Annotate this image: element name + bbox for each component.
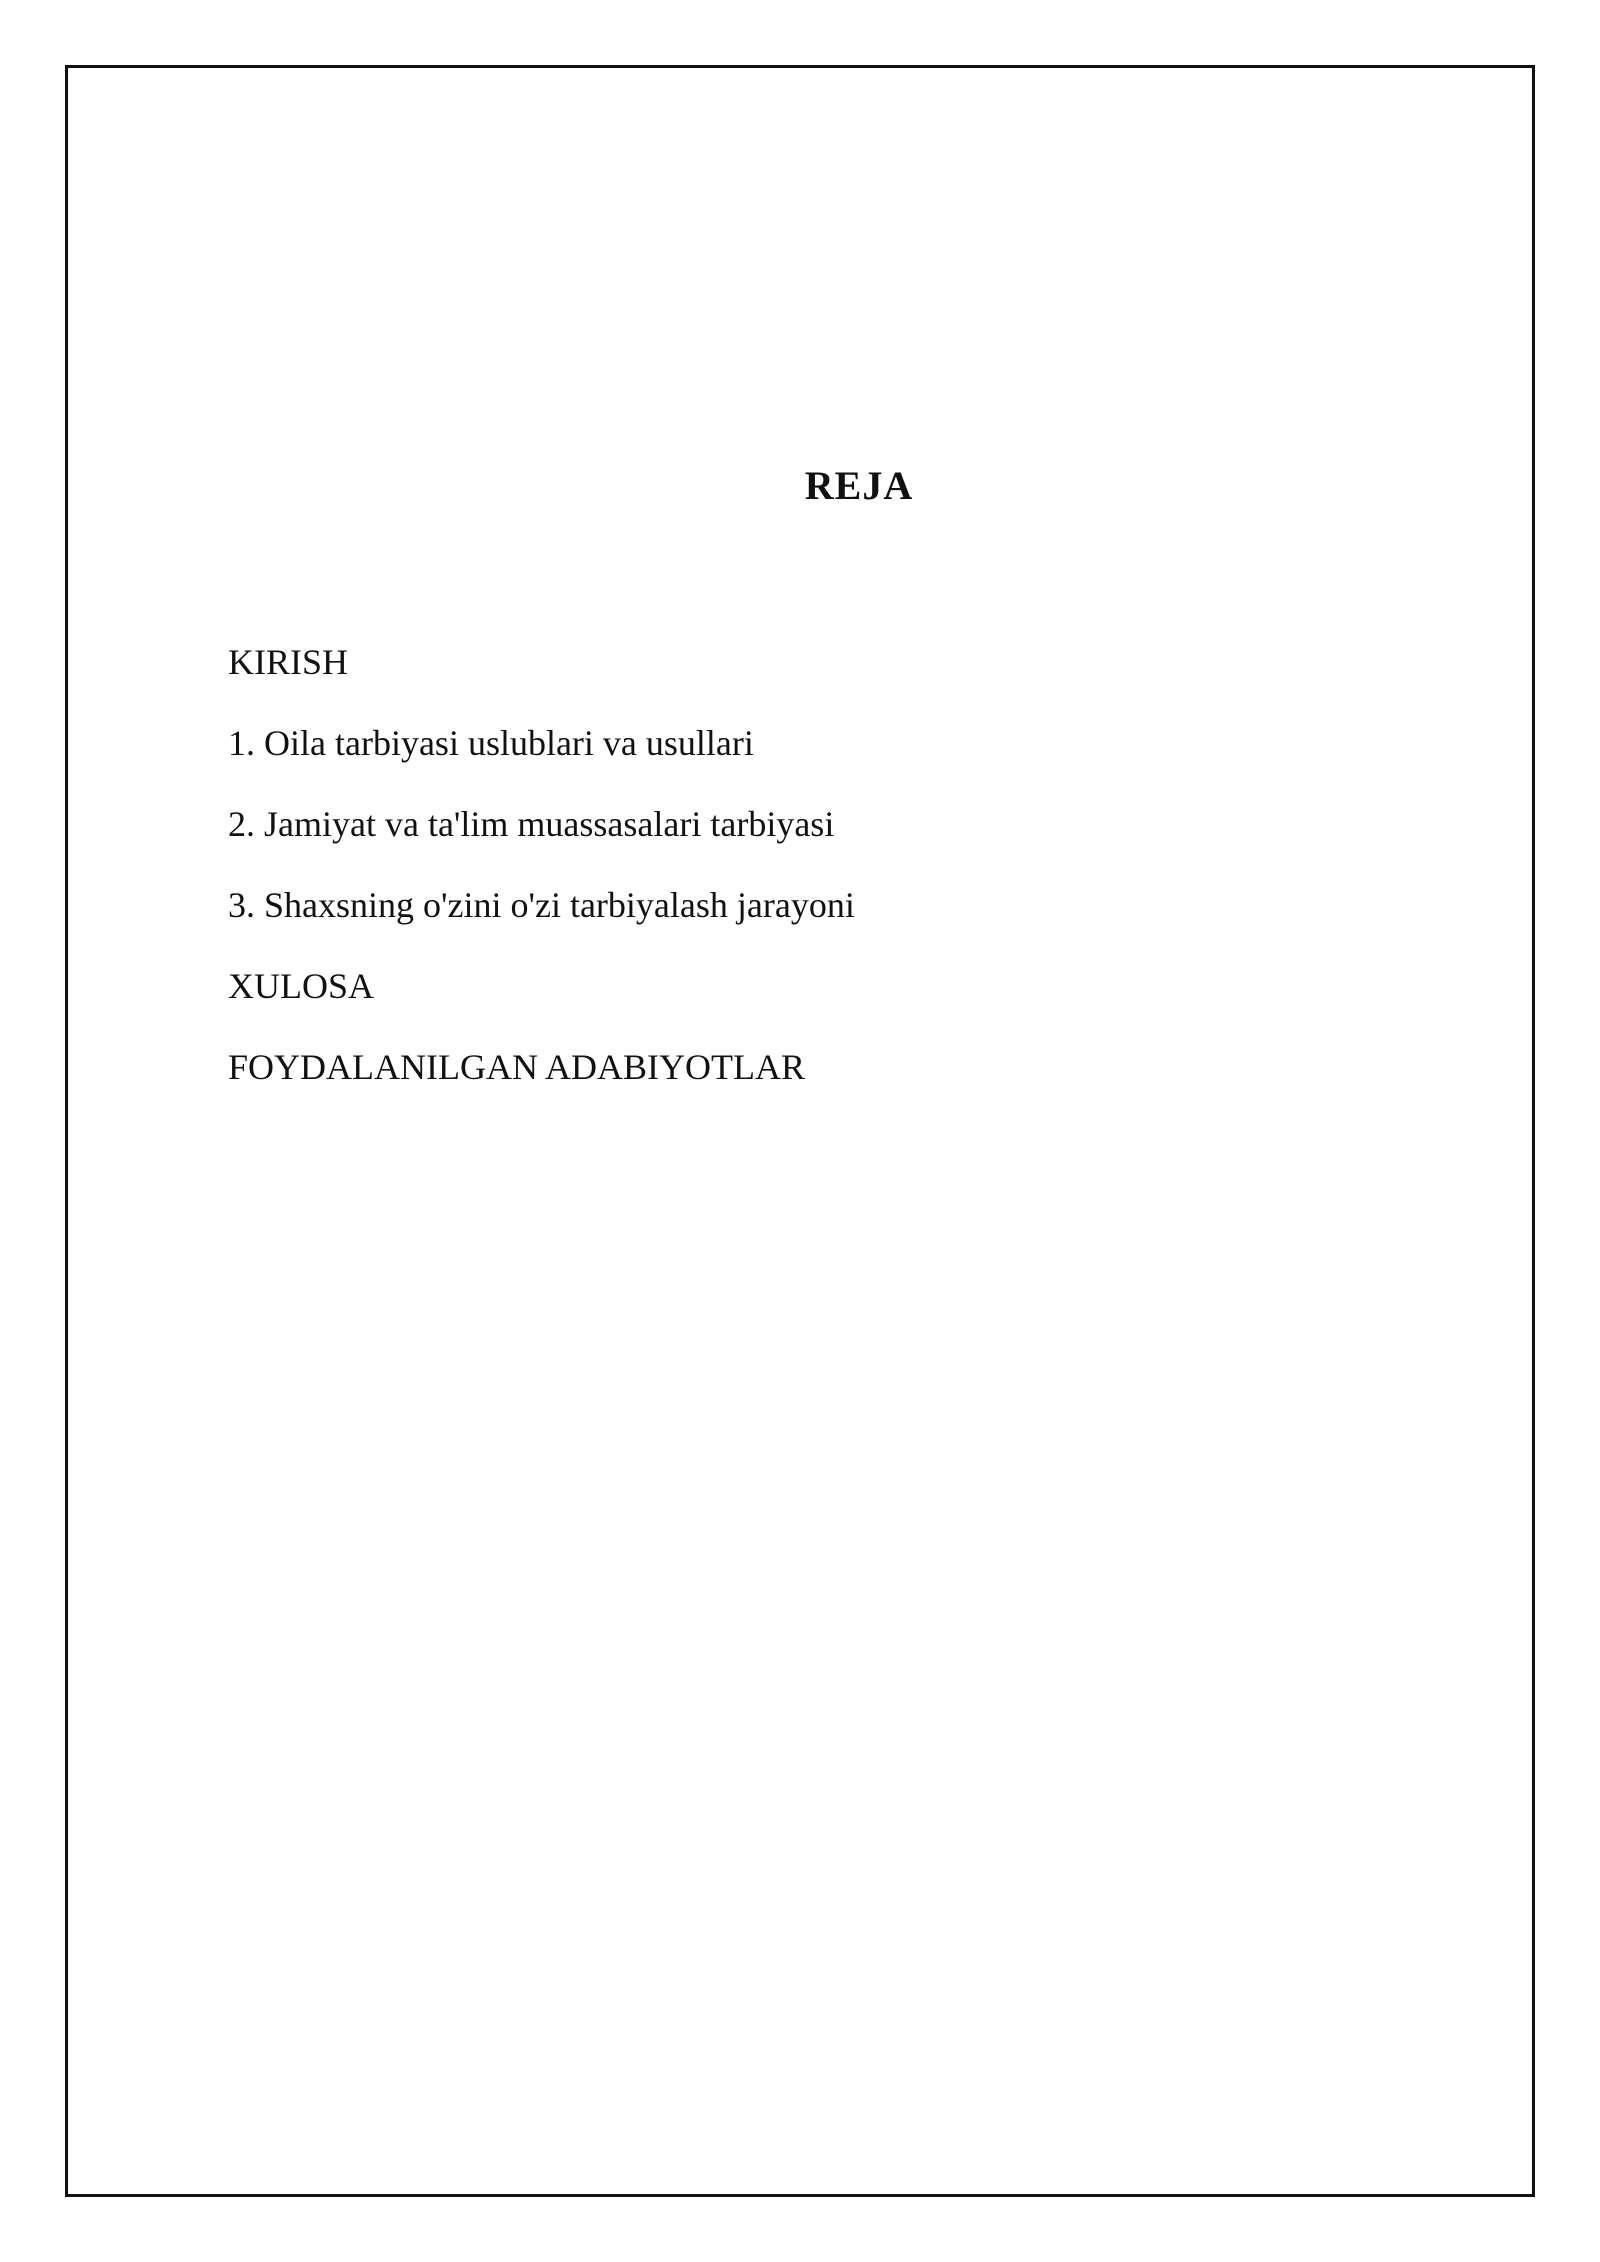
page-border [65,65,1535,2197]
plan-item-3: 3. Shaxsning o'zini o'zi tarbiyalash jarayoni [228,885,855,925]
page-title: REJA [804,463,914,508]
plan-item-references: FOYDALANILGAN ADABIYOTLAR [228,1047,805,1087]
plan-item-introduction: KIRISH [228,642,349,682]
plan-item-conclusion: XULOSA [228,966,375,1006]
plan-item-1: 1. Oila tarbiyasi uslublari va usullari [228,723,754,763]
plan-item-2: 2. Jamiyat va ta'lim muassasalari tarbiyasi [228,804,835,844]
plan-list [228,638,855,1124]
